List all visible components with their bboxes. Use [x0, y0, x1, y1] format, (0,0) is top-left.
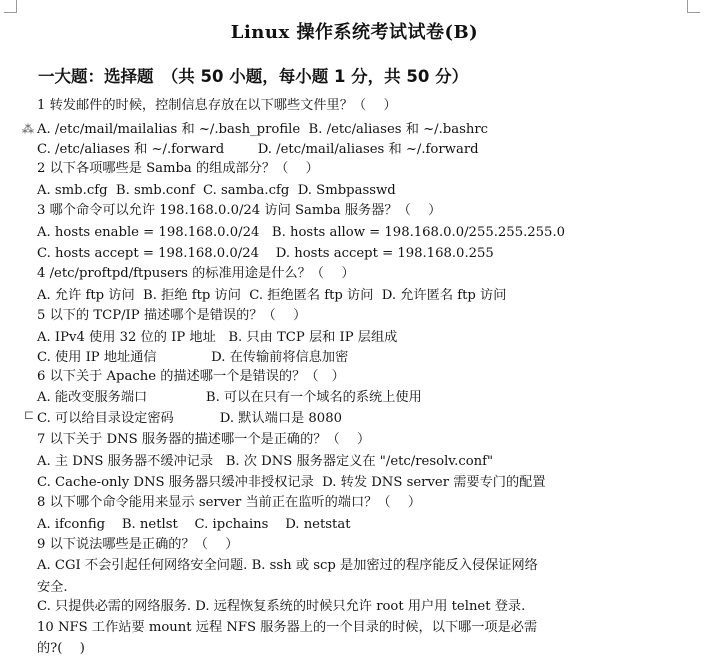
question-line: A. IPv4 使用 32 位的 IP 地址 B. 只由 TCP 层和 IP 层组成 — [37, 330, 398, 345]
margin-mark-icon: ⊏ — [24, 408, 35, 422]
question-line: 10 NFS 工作站要 mount 远程 NFS 服务器上的一个目录的时候，以下哪一项是必需 — [37, 620, 538, 635]
question-line: C. 只提供必需的网络服务. D. 远程恢复系统的时候只允许 root 用户用 telnet 登录. — [37, 599, 526, 614]
question-line: C. /etc/aliases 和 ~/.forward D. /etc/mail/aliases 和 ~/.forward — [37, 142, 479, 157]
question-line: A. smb.cfg B. smb.conf C. samba.cfg D. Smbpasswd — [37, 183, 396, 198]
question-line: 安全. — [37, 580, 68, 595]
question-line: C. hosts accept = 198.168.0.0/24 D. hosts accept = 198.168.0.255 — [37, 246, 494, 261]
question-line: 的?( ) — [37, 641, 85, 656]
question-line: C. Cache-only DNS 服务器只缓冲非授权记录 D. 转发 DNS server 需要专门的配置 — [37, 475, 546, 490]
question-line: A. 主 DNS 服务器不缓冲记录 B. 次 DNS 服务器定义在 "/etc/resolv.conf" — [37, 454, 494, 469]
question-line: A. 能改变服务端口 B. 可以在只有一个域名的系统上使用 — [37, 390, 422, 405]
question-line: 4 /etc/proftpd/ftpusers 的标准用途是什么？（ ） — [37, 266, 355, 281]
section-heading: 一大题：选择题 （共 50 小题，每小题 1 分，共 50 分） — [38, 67, 469, 86]
question-line: A. hosts enable = 198.168.0.0/24 B. hosts allow = 198.168.0.0/255.255.255.0 — [37, 225, 566, 240]
page-corner-mark — [4, 0, 17, 13]
question-line: 2 以下各项哪些是 Samba 的组成部分？（ ） — [37, 161, 319, 176]
question-line: 3 哪个命令可以允许 198.168.0.0/24 访问 Samba 服务器？（ ） — [37, 203, 442, 218]
question-line: A. ifconfig B. netlst C. ipchains D. netstat — [37, 517, 351, 532]
question-line: 8 以下哪个命令能用来显示 server 当前正在监听的端口？（ ） — [37, 495, 422, 510]
question-line: A. 允许 ftp 访问 B. 拒绝 ftp 访问 C. 拒绝匿名 ftp 访问 D. 允许匿名 ftp 访问 — [37, 288, 507, 303]
question-line: A. /etc/mail/mailalias 和 ~/.bash_profile B. /etc/aliases 和 ~/.bashrc — [37, 122, 489, 137]
exam-title: Linux 操作系统考试试卷(B) — [230, 22, 479, 43]
question-line: 5 以下的 TCP/IP 描述哪个是错误的？（ ） — [37, 308, 307, 323]
margin-mark-icon: ⁂ — [22, 122, 34, 136]
question-line: 9 以下说法哪些是正确的？（ ） — [37, 537, 239, 552]
question-line: 6 以下关于 Apache 的描述哪一个是错误的？（ ） — [37, 369, 345, 384]
question-line: 7 以下关于 DNS 服务器的描述哪一个是正确的？（ ） — [37, 432, 371, 447]
question-line: C. 使用 IP 地址通信 D. 在传输前将信息加密 — [37, 350, 349, 365]
question-line: C. 可以给目录设定密码 D. 默认端口是 8080 — [37, 411, 342, 426]
page-corner-mark — [687, 0, 700, 13]
question-line: 1 转发邮件的时候，控制信息存放在以下哪些文件里？（ ） — [37, 98, 397, 113]
question-line: A. CGI 不会引起任何网络安全问题. B. ssh 或 scp 是加密过的程序能反入侵保证网络 — [37, 558, 538, 573]
